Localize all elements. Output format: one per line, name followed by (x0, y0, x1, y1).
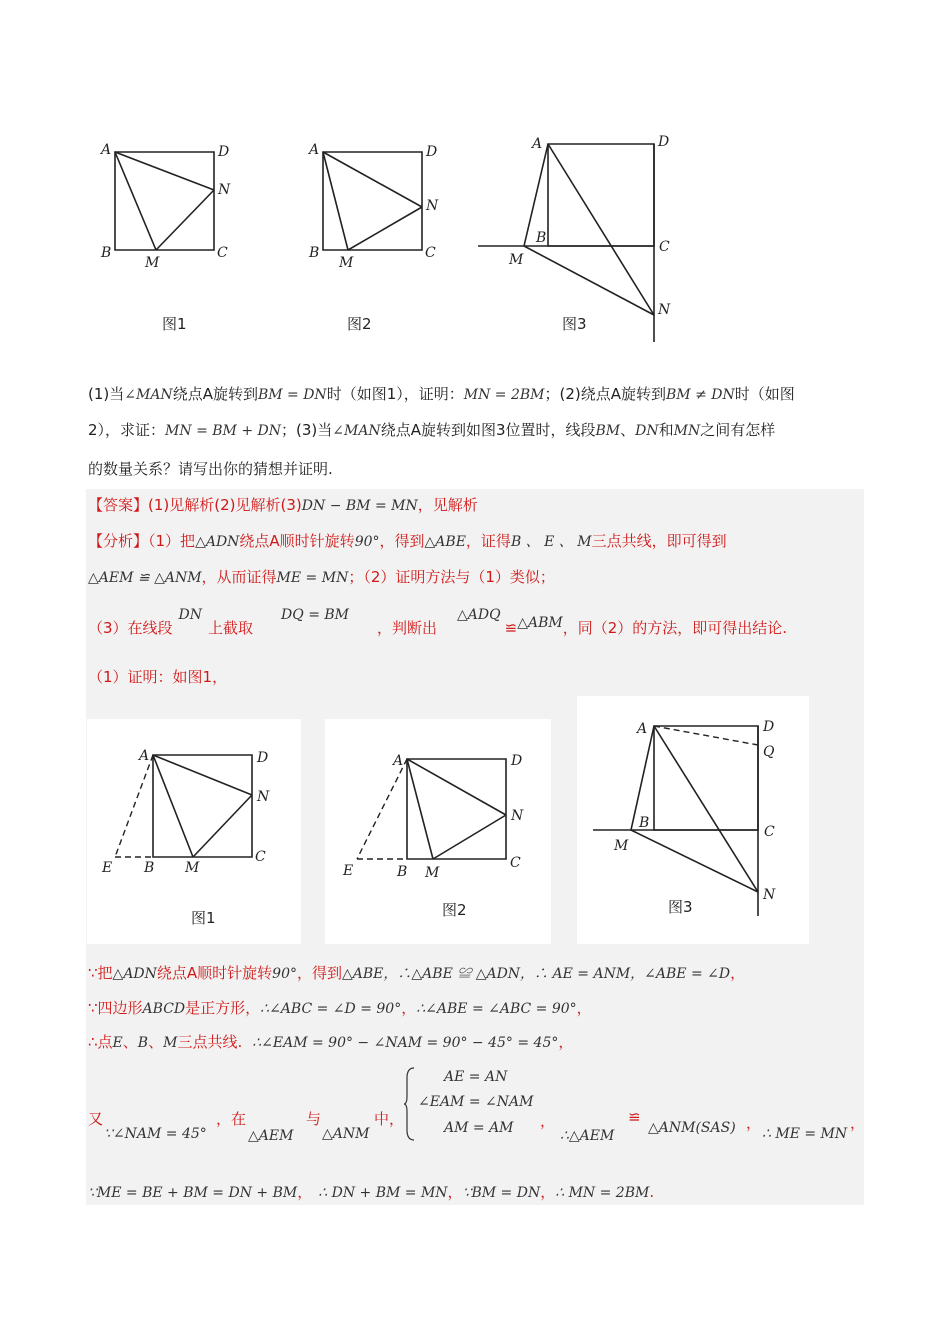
solution-figure-3 (577, 696, 809, 944)
proof-yu: 与 (306, 1110, 322, 1128)
math: ABCD (142, 1001, 186, 1017)
figure-caption: 图2 (442, 901, 467, 919)
math: DQ = BM (281, 607, 350, 623)
label-m: M (145, 255, 160, 271)
question-line-3: 的数量关系？请写出你的猜想并证明. (88, 460, 333, 478)
text: 之间有怎样 (700, 421, 776, 439)
text: 、 (148, 1033, 164, 1051)
congruent-symbol: ≌ (504, 619, 518, 637)
square-diagram (303, 140, 453, 270)
label-d: D (257, 750, 269, 766)
system-eq-2: ∠EAM = ∠NAM (418, 1094, 534, 1110)
text: 三点共线. (177, 1033, 243, 1051)
text: ，从而证得 (201, 568, 277, 586)
comma: ， (746, 1114, 762, 1132)
math: MN (673, 423, 701, 439)
text: 、 (122, 1033, 138, 1051)
question-figure-2 (303, 140, 453, 270)
label-b: B (536, 230, 547, 246)
math: B (137, 1035, 149, 1051)
label-n: N (257, 789, 270, 805)
label-c: C (255, 849, 266, 865)
math: ，∴△ABE ≌ △ADN (383, 966, 521, 982)
proof-line-5 (88, 1181, 654, 1202)
math: ∴∠ABE = ∠ABC = 90° (416, 1001, 577, 1017)
text: ， (558, 1033, 574, 1051)
math: DN (178, 607, 203, 623)
system-eq-1: AE = AN (444, 1069, 508, 1085)
label-m: M (509, 252, 524, 268)
figure-caption: 图1 (162, 315, 187, 333)
label-n: N (511, 808, 524, 824)
analysis-line-4: （1）证明：如图1， (88, 668, 228, 686)
math: ，∠ABE = ∠D (630, 966, 731, 982)
proof-line-2 (88, 997, 592, 1018)
label-m: M (339, 255, 354, 271)
proof-me-mn: ∴ ME = MN (762, 1126, 848, 1142)
analysis-line-2 (88, 566, 555, 587)
proof-tri-aem: △AEM (248, 1128, 294, 1144)
label-a: A (139, 748, 150, 764)
figure-caption: 图2 (347, 315, 372, 333)
text: ；(3)当 (281, 421, 333, 439)
text: ，见解析 (417, 496, 478, 514)
math: ∵BM = DN (462, 1185, 541, 1201)
math: DN − BM = MN (301, 498, 418, 514)
analysis-line-1 (88, 530, 727, 551)
label-a: A (309, 142, 320, 158)
proof-line-3 (88, 1031, 573, 1052)
text: (1)当 (88, 385, 125, 403)
answer-tag: 【答案】 (88, 496, 149, 514)
label-q: Q (763, 744, 775, 760)
math: DN (635, 423, 659, 439)
text: ∴点 (88, 1033, 113, 1051)
label-c: C (510, 855, 521, 871)
label-d: D (658, 134, 670, 150)
math: MN = BM + DN (165, 423, 281, 439)
figure-caption: 图3 (562, 315, 587, 333)
proof-zhong: 中， (374, 1110, 405, 1128)
text: ∵把 (88, 964, 113, 982)
math: ∠MAN (332, 423, 381, 439)
proof-zai: ，在 (216, 1110, 247, 1128)
proof-tri-anm-sas: △ANM(SAS) (648, 1120, 736, 1136)
math: ∴ DN + BM = MN (318, 1185, 448, 1201)
math: △ABE (342, 966, 384, 982)
dashed-aq (654, 726, 758, 745)
math: △ABM (517, 615, 563, 631)
math: M (163, 1035, 178, 1051)
text: ；(2)绕点A旋转到 (544, 385, 666, 403)
math: ME = MN (276, 570, 349, 586)
label-c: C (217, 245, 228, 261)
text: ， (447, 1183, 463, 1201)
question-line-1 (88, 383, 795, 404)
label-a: A (532, 136, 543, 152)
label-n: N (658, 302, 671, 318)
label-b: B (101, 245, 112, 261)
text: 绕点A顺时针旋转 (239, 532, 355, 550)
text: 是正方形， (185, 999, 261, 1017)
label-a: A (637, 721, 648, 737)
label-c: C (659, 239, 670, 255)
solution-figure-1 (87, 719, 301, 944)
math: BM = DN (257, 387, 327, 403)
math: BM ≠ DN (666, 387, 735, 403)
label-a: A (393, 753, 404, 769)
math: △ADN (112, 966, 157, 982)
text: ，得到 (379, 532, 425, 550)
math: E (112, 1035, 123, 1051)
proof-you: 又 (88, 1110, 104, 1128)
square-diagram (325, 719, 551, 944)
label-c: C (764, 824, 775, 840)
question-figure-1 (95, 140, 245, 270)
text: ，证得 (465, 532, 511, 550)
text: （3）在线段 (88, 619, 173, 637)
math: △AEM ≌ △ANM (88, 570, 202, 586)
text: . (649, 1183, 655, 1201)
math: △ADQ (457, 607, 501, 623)
label-d: D (511, 753, 523, 769)
math: △ADN (195, 534, 240, 550)
label-b: B (144, 860, 155, 876)
label-m: M (614, 838, 629, 854)
label-b: B (639, 815, 650, 831)
label-d: D (763, 719, 775, 735)
square-diagram (95, 140, 245, 270)
text: ， (401, 999, 417, 1017)
text: (1)见解析(2)见解析(3) (148, 496, 302, 514)
text: 绕点A顺时针旋转 (156, 964, 273, 982)
label-e: E (343, 863, 354, 879)
text: ；（2）证明方法与（1）类似； (348, 568, 555, 586)
label-d: D (218, 144, 230, 160)
congruent-symbol: ≌ (628, 1108, 641, 1126)
proof-tri-anm: △ANM (322, 1126, 370, 1142)
brace-icon (404, 1066, 416, 1142)
math: BM (595, 423, 621, 439)
text: ，同（2）的方法，即可得出结论. (562, 619, 788, 637)
text: 、 (620, 421, 636, 439)
label-n: N (426, 198, 439, 214)
analysis-tag: 【分析】 (88, 532, 149, 550)
analysis-line-3 (88, 607, 788, 638)
label-n: N (218, 182, 231, 198)
math: ，∴ AE = ANM (520, 966, 631, 982)
math: MN = 2BM (463, 387, 545, 403)
label-m: M (185, 860, 200, 876)
comma: ， (540, 1112, 556, 1130)
label-m: M (425, 865, 440, 881)
label-n: N (763, 887, 776, 903)
math: ∴∠ABC = ∠D = 90° (260, 1001, 402, 1017)
text: ，得到 (297, 964, 343, 982)
question-line-2 (88, 419, 775, 440)
text: 绕点A旋转到如图3位置时，线段 (380, 421, 596, 439)
proof-therefore-aem: ∴△AEM (560, 1128, 615, 1144)
math: △ABE (424, 534, 466, 550)
text: 上截取 (208, 619, 254, 637)
system-eq-3: AM = AM (444, 1120, 514, 1136)
text: ， (576, 999, 592, 1017)
text: （1）把 (148, 532, 196, 550)
figure-caption: 图1 (191, 909, 216, 927)
math: ∵ME = BE + BM = DN + BM (88, 1185, 298, 1201)
proof-line-1 (88, 962, 745, 983)
label-e: E (102, 860, 113, 876)
text: ， (297, 1183, 313, 1201)
square-diagram (87, 719, 301, 944)
proof-angle-nam: ∵∠NAM = 45° (104, 1126, 207, 1142)
math: B 、 E 、 M (510, 534, 592, 550)
label-b: B (309, 245, 320, 261)
text: 时（如图 (734, 385, 795, 403)
math: ∴∠EAM = 90° − ∠NAM = 90° − 45° = 45° (252, 1035, 559, 1051)
solution-figure-2 (325, 719, 551, 944)
math: 90° (354, 534, 380, 550)
figure-caption: 图3 (668, 898, 693, 916)
label-a: A (101, 142, 112, 158)
answer-line (88, 494, 478, 515)
text: ∵四边形 (88, 999, 143, 1017)
text: 三点共线，即可得到 (591, 532, 727, 550)
text: ， (540, 1183, 556, 1201)
text: 绕点A旋转到 (172, 385, 258, 403)
text: ， (730, 964, 746, 982)
math: ∴ MN = 2BM (555, 1185, 650, 1201)
label-b: B (397, 864, 408, 880)
square-diagram (577, 696, 809, 944)
label-d: D (426, 144, 438, 160)
text: ，判断出 (377, 619, 438, 637)
text: 时（如图1），证明： (326, 385, 464, 403)
label-c: C (425, 245, 436, 261)
comma: ， (850, 1114, 866, 1132)
math: 90° (272, 966, 297, 982)
text: 和 (658, 421, 674, 439)
math: ∠MAN (124, 387, 173, 403)
text: 2），求证： (88, 421, 166, 439)
